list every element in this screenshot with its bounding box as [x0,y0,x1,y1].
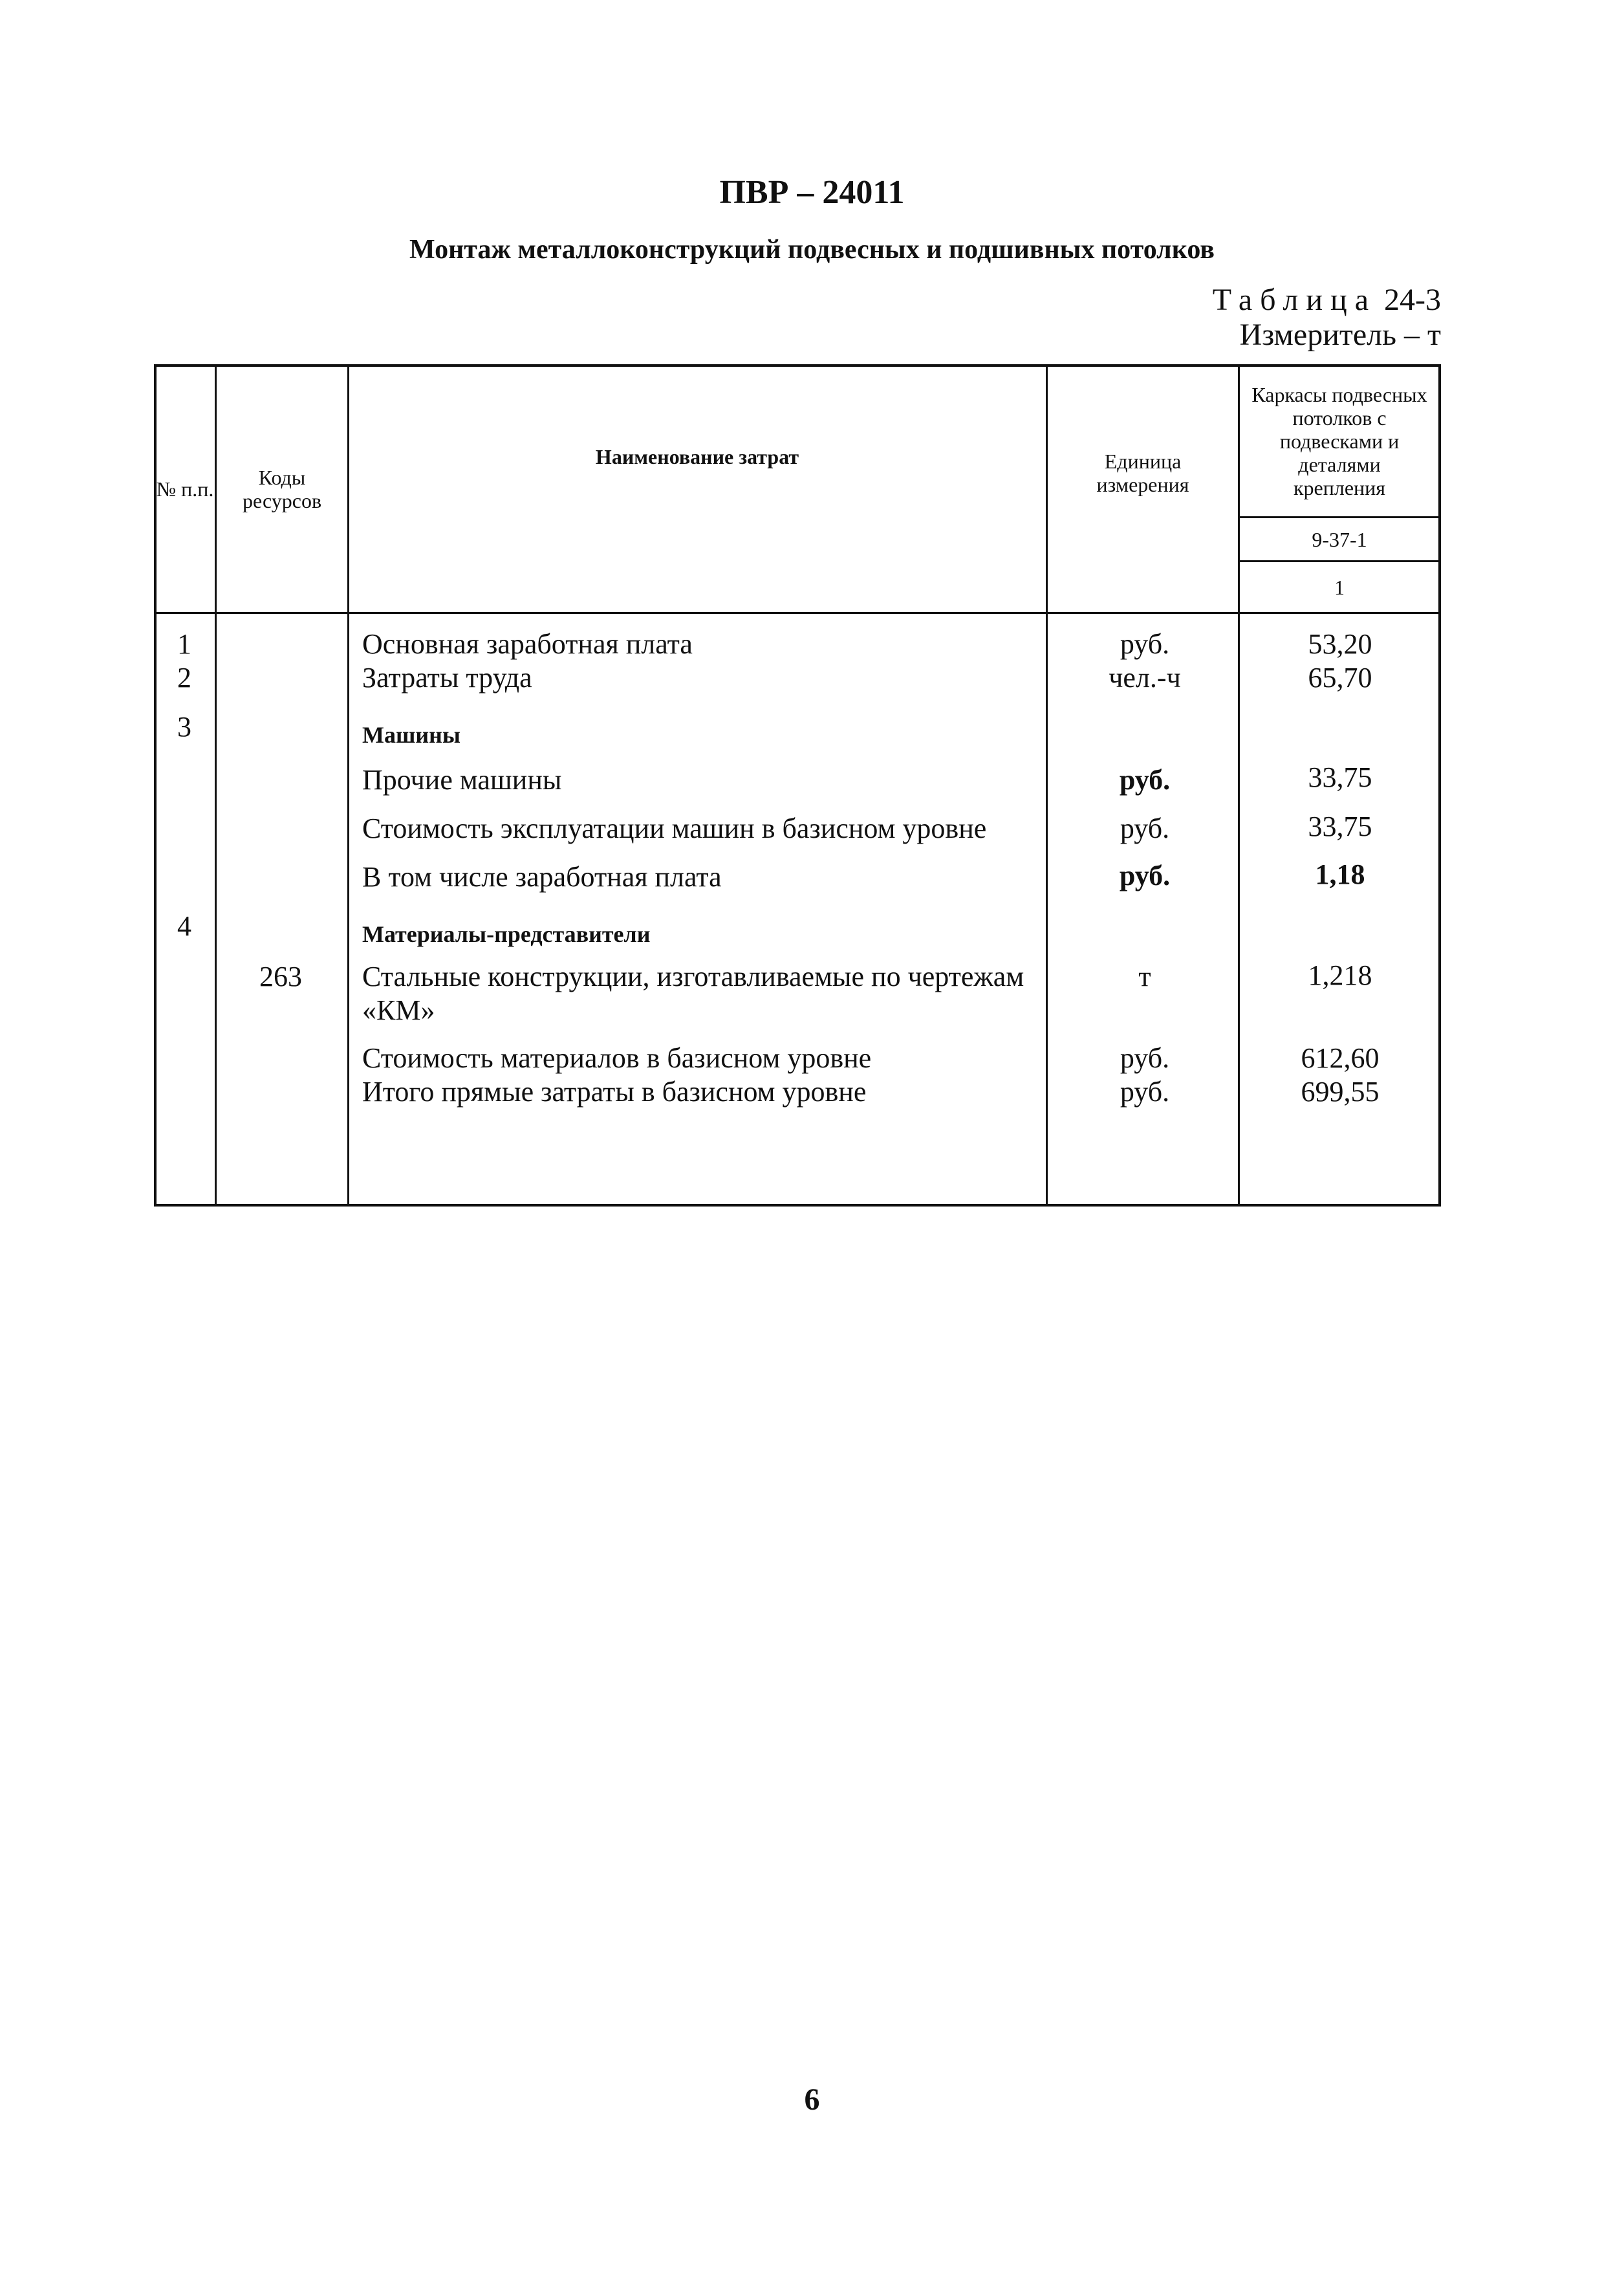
row-unit: руб. [1119,764,1171,796]
header-resource-codes: Коды ресурсов [242,466,322,512]
row-number: 4 [177,910,191,942]
row-unit: руб. [1120,813,1170,844]
header-cost-name: Наименование затрат [595,445,799,468]
document-title: Монтаж металлоконструкций подвесных и подшивных потолков [409,235,1215,265]
section-heading-materials: Материалы-представители [362,921,651,947]
row-unit: руб. [1120,628,1170,660]
row-name: Стоимость эксплуатации машин в базисном уровне [362,813,987,844]
row-name: Стоимость материалов в базисном уровне [362,1042,872,1074]
row-value: 699,55 [1301,1076,1380,1108]
row-unit: руб. [1119,860,1171,891]
row-name: Стальные конструкции, изготавливаемые по чертежам «КМ» [362,961,1024,1026]
table-label [1213,282,1441,318]
table-word: Таблица [1212,283,1377,317]
row-value: 612,60 [1301,1042,1380,1074]
row-value: 65,70 [1308,662,1372,694]
header-norm-code: 9-37-1 [1312,527,1367,551]
row-unit: чел.-ч [1109,662,1181,694]
row-value: 33,75 [1308,811,1372,842]
row-resource-code: 263 [259,961,302,992]
row-name: Затраты труда [362,662,532,694]
header-number: № п.п. [156,477,214,501]
header-unit: Единица измерения [1096,450,1189,496]
row-unit: т [1138,961,1151,992]
row-name: Итого прямые затраты в базисном уровне [362,1076,867,1108]
row-value: 1,18 [1315,858,1365,890]
row-value: 33,75 [1308,761,1372,793]
row-value: 53,20 [1308,628,1372,660]
column-divider [215,364,217,1207]
header-bottom-divider [154,612,1440,614]
table-number: 24-3 [1384,283,1441,317]
row-number: 1 [177,628,191,660]
row-name: Прочие машины [362,764,562,796]
row-number: 3 [177,711,191,743]
row-name: В том числе заработная плата [362,861,722,893]
row-unit: руб. [1120,1076,1170,1108]
page-number: 6 [804,2082,820,2117]
measure-unit-label: Измеритель – т [1239,318,1441,352]
header-work-title: Каркасы подвесных потолков с подвесками и деталями крепления [1251,383,1427,499]
row-value: 1,218 [1308,959,1372,991]
row-unit: руб. [1120,1042,1170,1074]
header-column-index: 1 [1334,575,1345,599]
document-code: ПВР – 24011 [719,174,905,211]
row-number: 2 [177,662,191,694]
row-name: Основная заработная плата [362,628,693,660]
section-heading-machines: Машины [362,722,460,748]
